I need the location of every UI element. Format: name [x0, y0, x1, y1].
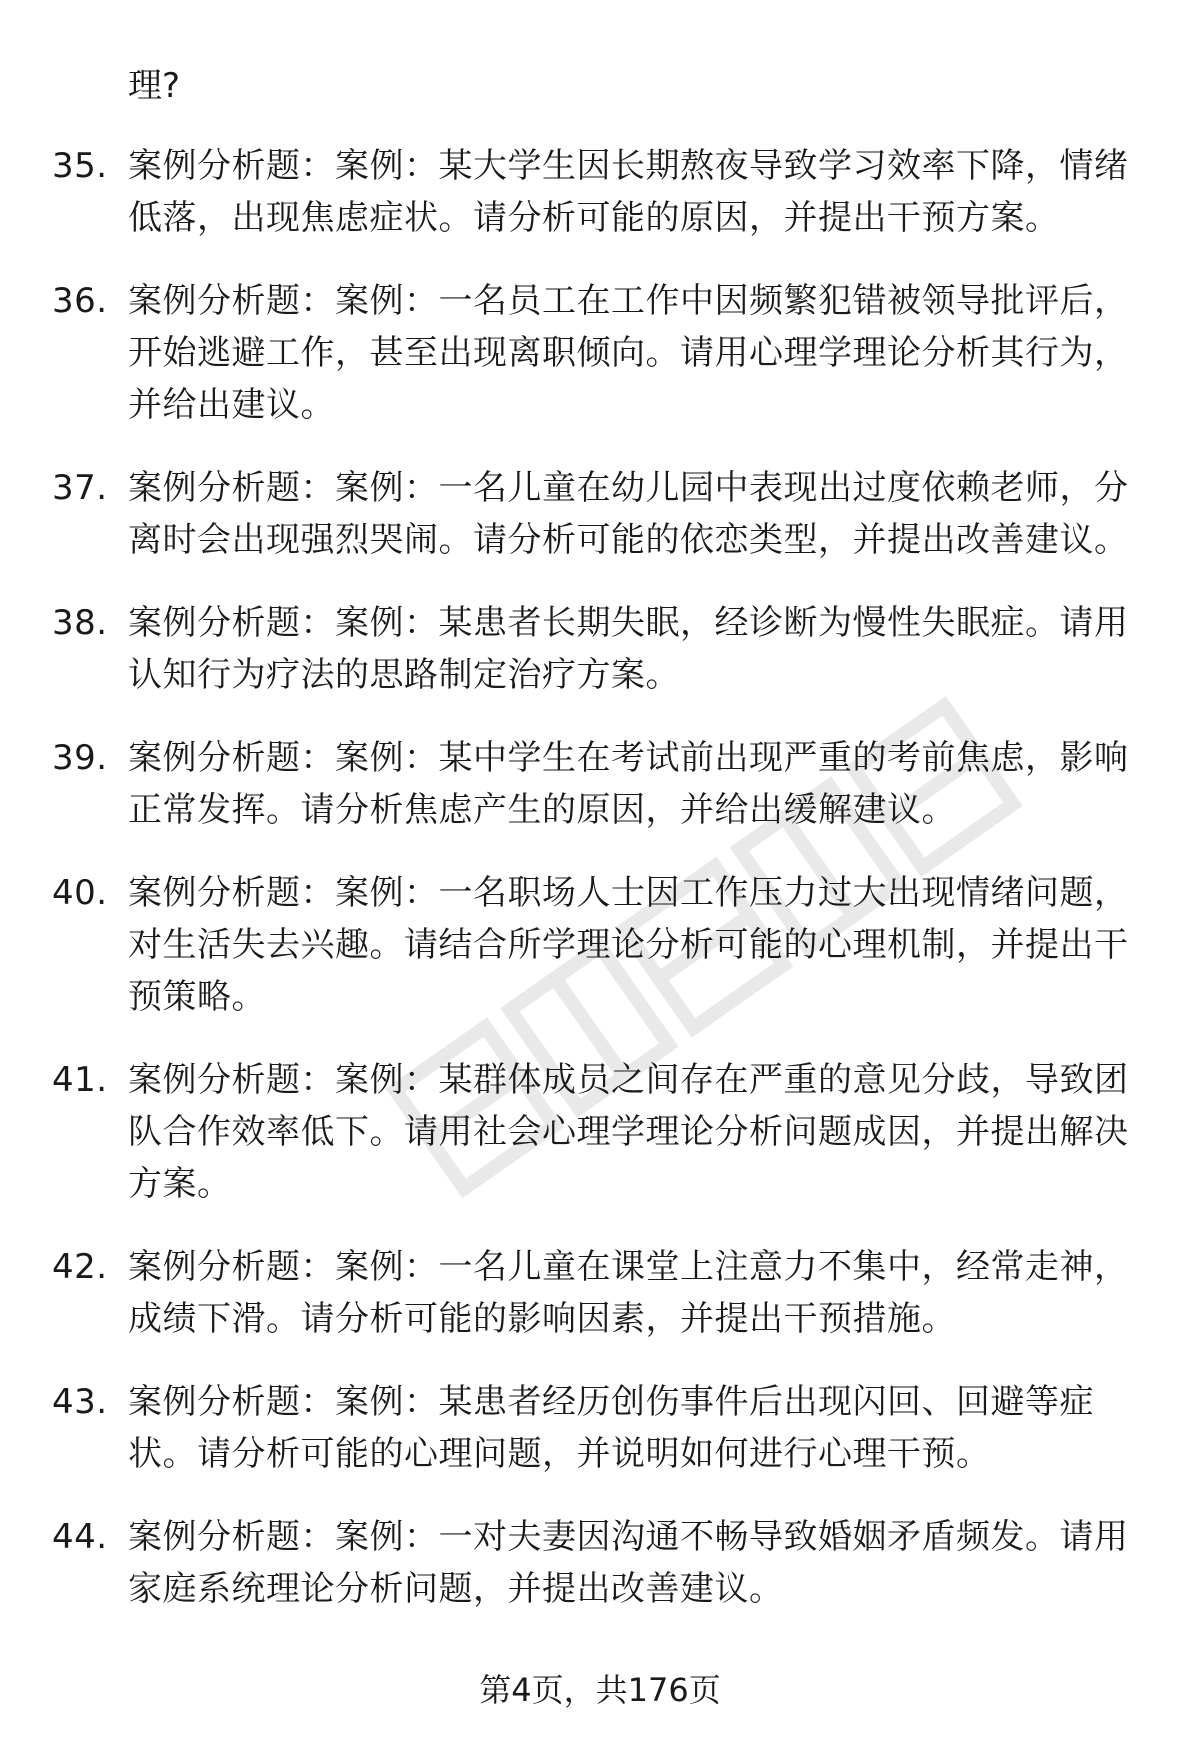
- question-number: 37.: [52, 468, 108, 508]
- question-item: [0, 1054, 1200, 1210]
- question-text: 案例分析题：案例：一名员工在工作中因频繁犯错被领导批评后，开始逃避工作，甚至出现离职倾向。请用心理学理论分析其行为，并给出建议。: [128, 281, 1129, 425]
- question-item: [0, 1241, 1200, 1345]
- question-list: [0, 140, 1200, 1646]
- question-text: 案例分析题：案例：某大学生因长期熬夜导致学习效率下降，情绪低落，出现焦虑症状。请分析可能的原因，并提出干预方案。: [128, 146, 1129, 238]
- question-text: 案例分析题：案例：某患者长期失眠，经诊断为慢性失眠症。请用认知行为疗法的思路制定治疗方案。: [128, 603, 1129, 695]
- question-number: 36.: [52, 281, 108, 321]
- question-number: 40.: [52, 873, 108, 913]
- question-number: 41.: [52, 1060, 108, 1100]
- question-item: [0, 867, 1200, 1023]
- question-number: 44.: [52, 1517, 108, 1557]
- question-number: 42.: [52, 1247, 108, 1287]
- question-item: [0, 140, 1200, 244]
- question-number: 39.: [52, 738, 108, 778]
- question-text: 案例分析题：案例：一名儿童在课堂上注意力不集中，经常走神，成绩下滑。请分析可能的影响因素，并提出干预措施。: [128, 1247, 1129, 1339]
- question-item: [0, 1376, 1200, 1480]
- question-text: 案例分析题：案例：一对夫妻因沟通不畅导致婚姻矛盾频发。请用家庭系统理论分析问题，并提出改善建议。: [128, 1517, 1129, 1609]
- question-item: [0, 1511, 1200, 1615]
- question-number: 43.: [52, 1382, 108, 1422]
- page-footer: 第4页，共176页: [479, 1671, 721, 1709]
- question-item: [0, 597, 1200, 701]
- question-number: 38.: [52, 603, 108, 643]
- question-text: 案例分析题：案例：一名儿童在幼儿园中表现出过度依赖老师，分离时会出现强烈哭闹。请分析可能的依恋类型，并提出改善建议。: [128, 468, 1129, 560]
- question-number: 35.: [52, 146, 108, 186]
- question-text: 案例分析题：案例：某群体成员之间存在严重的意见分歧，导致团队合作效率低下。请用社会心理学理论分析问题成因，并提出解决方案。: [128, 1060, 1129, 1204]
- question-text: 案例分析题：案例：某患者经历创伤事件后出现闪回、回避等症状。请分析可能的心理问题，并说明如何进行心理干预。: [128, 1382, 1094, 1474]
- question-text: 案例分析题：案例：一名职场人士因工作压力过大出现情绪问题，对生活失去兴趣。请结合所学理论分析可能的心理机制，并提出干预策略。: [128, 873, 1129, 1017]
- question-text: 案例分析题：案例：某中学生在考试前出现严重的考前焦虑，影响正常发挥。请分析焦虑产生的原因，并给出缓解建议。: [128, 738, 1129, 830]
- continuation-text: 理?: [128, 66, 181, 106]
- question-item: [0, 275, 1200, 431]
- question-item: [0, 462, 1200, 566]
- question-item: [0, 732, 1200, 836]
